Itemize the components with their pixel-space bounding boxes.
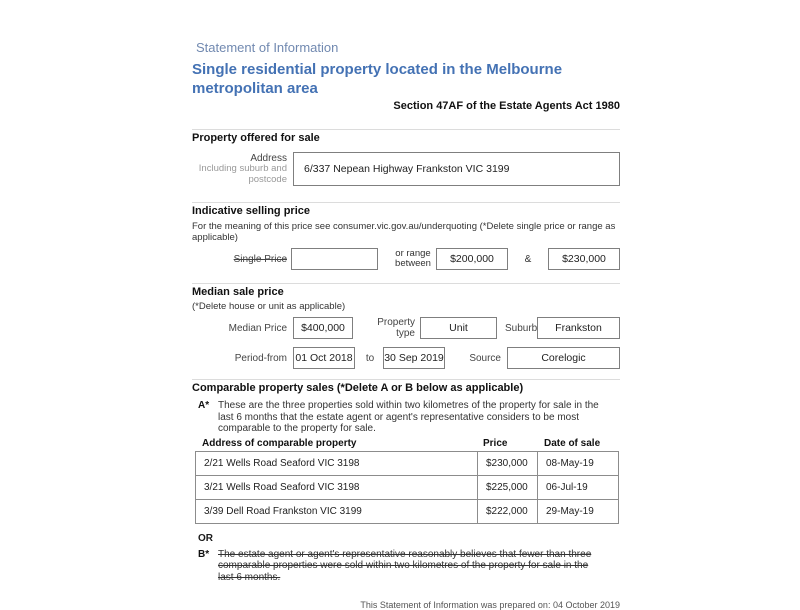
cell-address: 3/39 Dell Road Frankston VIC 3199 [196,499,478,523]
cell-address: 2/21 Wells Road Seaford VIC 3198 [196,451,478,475]
option-b-marker: B* [198,548,210,560]
table-row [196,451,619,475]
address-field[interactable]: 6/337 Nepean Highway Frankston VIC 3199 [293,152,620,186]
property-type-field[interactable]: Unit [420,317,497,339]
cell-price: $230,000 [478,451,538,475]
address-label: Address [250,153,287,164]
indicative-price-helper: For the meaning of this price see consumer.vic.gov.au/underquoting (*Delete single price or range as applicable) [192,221,616,243]
source-label: Source [469,352,501,364]
option-b-row [192,549,620,584]
ampersand-label: & [524,253,532,265]
median-sale-note: (*Delete house or unit as applicable) [192,301,346,312]
property-type-label: Property type [377,317,415,339]
statement-of-information-document [192,40,620,610]
option-a-text: These are the three properties sold within two kilometres of the property for sale in the last 6 months that the estate agent or agent's representative considers to be most comparable to the property for sale. [218,400,599,434]
to-label: to [365,352,375,364]
header-address: Address of comparable property [202,437,357,449]
cell-address: 3/21 Wells Road Seaford VIC 3198 [196,475,478,499]
indicative-price-row [192,248,620,270]
section-heading: Property offered for sale [192,132,320,144]
act-reference: Section 47AF of the Estate Agents Act 1980 [393,100,620,112]
option-a-marker: A* [198,400,210,411]
section-heading: Comparable property sales (*Delete A or B below as applicable) [192,382,524,394]
suburb-field[interactable]: Frankston [537,317,620,339]
option-b-text: The estate agent or agent's representative reasonably believes that fewer than three comparable properties were sold within two kilometres of the property for sale in the last 6 months. [218,548,592,583]
single-price-field[interactable] [291,248,378,270]
cell-date: 06-Jul-19 [538,475,619,499]
cell-date: 08-May-19 [538,451,619,475]
section-property-offered [192,129,620,186]
prepared-on-footer: This Statement of Information was prepared on: 04 October 2019 [360,600,620,610]
section-indicative-price [192,202,620,270]
cell-date: 29-May-19 [538,499,619,523]
table-row [196,475,619,499]
median-row-2 [192,347,620,369]
or-label: OR [198,532,213,544]
option-a-row [192,400,620,435]
table-row [196,499,619,523]
period-from-field[interactable]: 01 Oct 2018 [293,347,355,369]
section-comparable-sales [192,379,620,583]
median-price-field[interactable]: $400,000 [293,317,353,339]
suburb-label: Suburb [505,322,538,334]
table-header-row [195,438,618,451]
document-eyebrow: Statement of Information [196,40,339,55]
median-price-label: Median Price [228,322,287,334]
header-price: Price [483,437,508,449]
period-to-field[interactable]: 30 Sep 2019 [383,347,445,369]
median-row-1 [192,317,620,339]
period-from-label: Period-from [234,352,287,364]
cell-price: $222,000 [478,499,538,523]
range-between-label: or range between [395,247,431,269]
page-title: Single residential property located in the Melbourne metropolitan area [192,61,563,97]
address-sublabel: Including suburb and postcode [198,163,287,185]
cell-price: $225,000 [478,475,538,499]
range-to-field[interactable]: $230,000 [548,248,620,270]
comparable-sales-table [195,438,618,524]
section-median-sale [192,283,620,369]
header-date-of-sale: Date of sale [544,437,601,449]
source-field[interactable]: Corelogic [507,347,620,369]
section-heading: Indicative selling price [192,205,310,217]
address-label-block [192,153,287,185]
section-heading: Median sale price [192,286,284,298]
address-row [192,152,620,186]
single-price-label: Single Price [233,253,287,265]
range-from-field[interactable]: $200,000 [436,248,508,270]
